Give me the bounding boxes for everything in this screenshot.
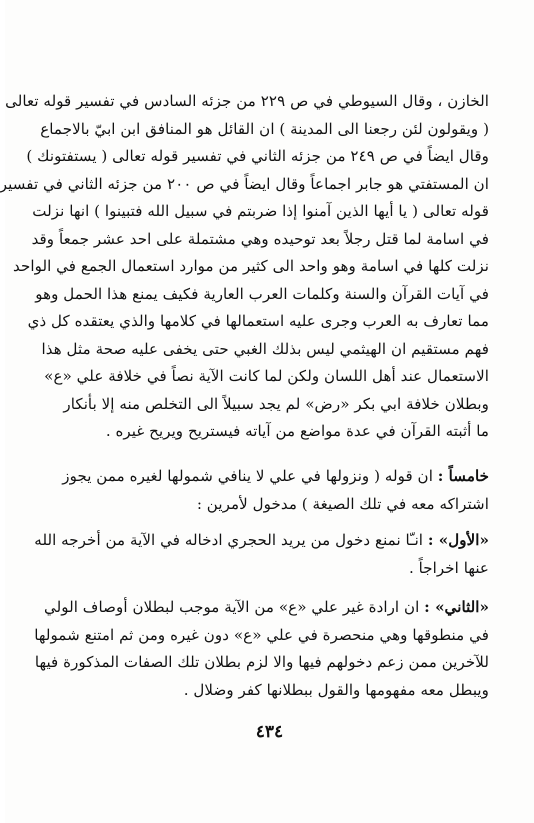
second-line-4: ويبطل معه مفهومها والقول ببطلانها كفر وضلال . (183, 680, 489, 699)
fifth-lead-label: خامساً : (437, 467, 489, 485)
first-line-1 (34, 527, 489, 555)
main-line-1: الخازن ، وقال السيوطي في ص ٢٢٩ من جزئه السادس في تفسير قوله تعالى (5, 92, 489, 110)
main-line-9: مما تعارف به العرب وجرى عليه استعمالها في كلامها والذي يعتقده كل ذي (27, 312, 489, 330)
first-line-2: عنها اخراجاً . (409, 558, 489, 577)
main-line-4: ان المستفتي هو جابر اجماعاً وقال ايضاً في ص ٢٠٠ من جزئه الثاني في تفسير (0, 174, 489, 193)
second-line-1-text: ان ارادة غير علي «ع» من الآية موجب لبطلان أوصاف الولي (43, 598, 425, 616)
main-line-11: الاستعمال عند أهل اللسان ولكن لما كانت الآية نصاً في خلافة علي «ع» (44, 367, 489, 385)
fifth-line-1-text: ان قوله ( ونزولها في علي لا ينافي شمولها لغيره ممن يجوز (62, 467, 438, 485)
main-line-2: ( ويقولون لئن رجعنا الى المدينة ) ان القائل هو المنافق ابن ابيّ بالاجماع (40, 119, 489, 138)
paragraph-first-reason (34, 527, 489, 582)
first-line-1-text: انـّا نمنع دخول من يريد الحجري ادخاله في الآية من أخرجه الله (34, 531, 428, 549)
main-line-5: قوله تعالى ( يا أيها الذين آمنوا إذا ضربتم في سبيل الله فتبينوا ) انها نزلت (32, 202, 489, 220)
main-line-3: وقال ايضاً في ص ٢٤٩ من جزئه الثاني في تفسير قوله تعالى ( يستفتونك ) (26, 147, 489, 165)
main-paragraph (0, 88, 489, 446)
paragraph-second-reason (34, 594, 489, 704)
second-line-1 (43, 594, 489, 622)
second-line-2: في منطوقها وهي منحصرة في علي «ع» دون غيره ومن ثم امتنع شمولها (34, 625, 489, 644)
main-line-13: ما أثبته القرآن في عدة مواضع من آياته فيستريح ويريح غيره . (105, 422, 489, 440)
main-line-8: في آيات القرآن والسنة وكلمات العرب العارية فكيف يمنع هذا الحمل وهو (35, 284, 489, 303)
page-number: ٤٣٤ (255, 722, 284, 742)
fifth-line-2: اشتراكه معه في تلك الصيغة ) مدخول لأمرين : (196, 494, 489, 513)
main-line-10: فهم مستقيم ان الهيثمي ليس بذلك الغبي حتى يخفى عليه صحة مثل هذا (41, 339, 489, 358)
main-line-7: نزلت كلها في اسامة وهو واحد الى كثير من موارد استعمال الجمع في الواحد (13, 257, 489, 275)
first-lead-label: «الأول» : (427, 531, 489, 549)
main-line-6: في اسامة لما قتل رجلاً بعد توحيده وهي مشتملة على احد عشر جمعاً وقد (31, 229, 489, 248)
paragraph-fifth-point (50, 463, 489, 518)
main-line-12: وبطلان خلافة ابي بكر «رض» لم يجد سبيلاً الى التخلص منه إلا بأنكار (63, 394, 489, 413)
second-lead-label: «الثاني» : (424, 598, 489, 616)
fifth-line-1 (50, 463, 489, 491)
second-line-3: للآخرين ممن زعم دخولهم فيها والا لزم بطلان تلك الصفات المذكورة فيها (34, 653, 489, 671)
